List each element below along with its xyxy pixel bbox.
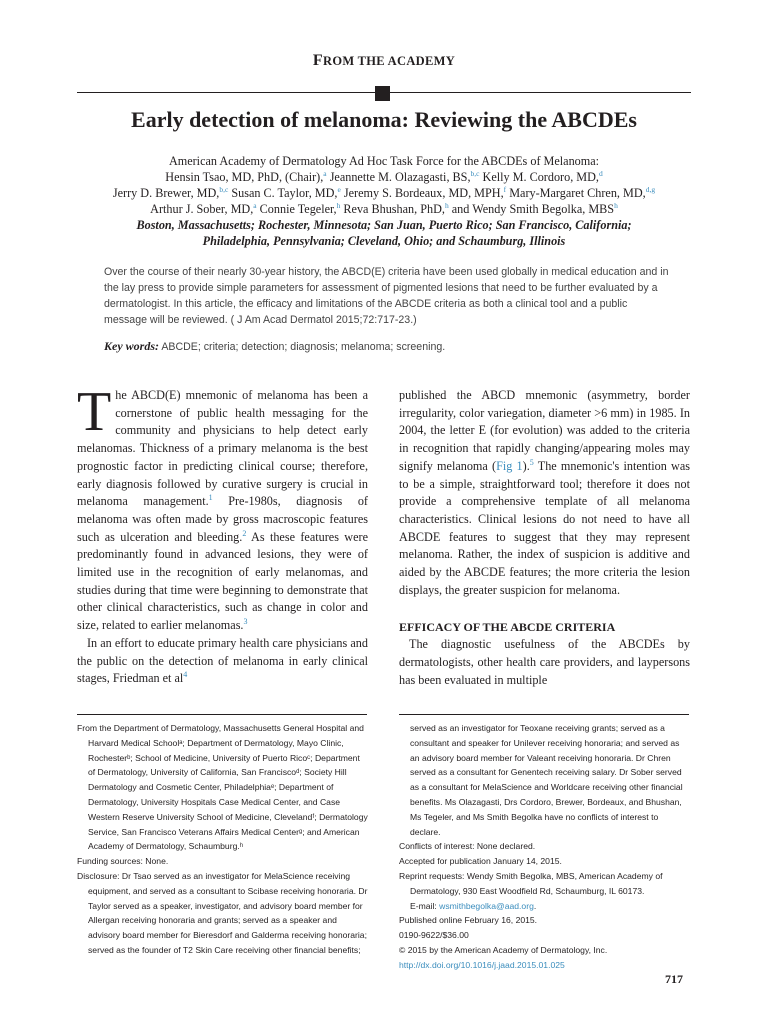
reference-link[interactable]: 3 (243, 617, 248, 627)
drop-cap: T (77, 381, 112, 443)
body-column-left (77, 381, 368, 688)
disclosure-note: Disclosure: Dr Tsao served as an investigator for MelaScience receiving equipment, and served as a consultant to Scibase receiving honoraria. Dr Taylor served as a speaker, investigator, and advisory board member for Allergan receiving honoraria and grants; served as a speaker and advisory board member for Bieresdorf and Galderma receiving honoraria; served as the founder of T2 Skin Care receiving other financial benefits; (77, 870, 368, 955)
author-line: Arthur J. Sober, MD,$^a$ Connie Tegeler,$^h$ Reva Bhushan, PhD,$^h$ and Wendy Smith Begolka, MBS$^h$ (150, 200, 618, 216)
footnote-rule (77, 714, 367, 715)
author-group: American Academy of Dermatology Ad Hoc Task Force for the ABCDEs of Melanoma: (168, 154, 600, 168)
footnote-rule (399, 714, 689, 715)
conflicts-note: Conflicts of interest: None declared. (399, 841, 536, 852)
footnotes-right (399, 721, 691, 973)
section-heading-efficacy: EFFICACY OF THE ABCDE CRITERIA (399, 620, 616, 635)
accepted-date: Accepted for publication January 14, 2015. (399, 856, 562, 867)
paragraph: The diagnostic usefulness of the ABCDEs by dermatologists, other health care providers, and laypersons has been evaluated in multiple (399, 637, 690, 687)
reference-link[interactable]: 1 (208, 493, 213, 503)
reference-link[interactable]: 5 (529, 457, 534, 467)
copyright: © 2015 by the American Academy of Dermatology, Inc. (399, 944, 608, 955)
section-heading: FROM THE ACADEMY (312, 52, 456, 69)
reference-link[interactable]: 4 (183, 670, 188, 680)
article-title: Early detection of melanoma: Reviewing the ABCDEs (131, 107, 637, 132)
paragraph: The ABCD(E) mnemonic of melanoma has been a cornerstone of public health messaging for the community and physicians to help detect early melanomas. Thickness of a primary melanoma is the best prognostic factor in predicting clinical course; therefore, early diagnosis followed by curative surgery is crucial in melanoma management.$^1$ Pre-1980s, diagnosis of melanoma was often made by gross macroscopic features such as ulceration and bleeding.$^2$ As these features were predominantly found in advanced lesions, they were of limited use in the recognition of early melanomas, and studies during that time were beginning to demonstrate that other clinical characteristics, such as change in color and size, related to earlier melanomas.$^3$ (77, 381, 368, 633)
author-locations: Boston, Massachusetts; Rochester, Minnesota; San Juan, Puerto Rico; San Francisco, California; Philadelphia, Pennsylvania; Cleveland, Ohio; and Schaumburg, Illinois (136, 218, 632, 248)
body-column-right (399, 387, 690, 690)
doi-link[interactable]: http://dx.doi.org/10.1016/j.jaad.2015.01.025 (399, 959, 565, 970)
disclosure-continued: served as an investigator for Teoxane receiving grants; served as a consultant and speaker for Unilever receiving honoraria; and served as an advisory board member for Valeant receiving honoraria. Dr Chren served as a consultant for Genentech receiving salary. Dr Sober served as a consultant for MelaScience and Worldcare receiving other financial benefits. Ms Olazagasti, Drs Cordoro, Brewer, Bordeaux, and Bhushan, Ms Tegeler, and Ms Smith Begolka have no conflicts of interest to declare. (410, 723, 683, 837)
footnotes-left (77, 721, 369, 958)
email-link[interactable]: wsmithbegolka@aad.org (439, 900, 534, 911)
issn: 0190-9622/$36.00 (399, 930, 469, 941)
page-number: 717 (665, 972, 683, 986)
keywords: Key words: ABCDE; criteria; detection; diagnosis; melanoma; screening. (104, 339, 446, 353)
figure-link[interactable]: Fig 1 (496, 458, 523, 473)
published-date: Published online February 16, 2015. (399, 915, 538, 926)
reprint-requests: Reprint requests: Wendy Smith Begolka, MBS, American Academy of Dermatology, 930 East Woodfield Rd, Schaumburg, IL 60173. E-mail: wsmithbegolka@aad.org. (399, 870, 663, 911)
author-line: Jerry D. Brewer, MD,$^{b,c}$ Susan C. Taylor, MD,$^e$ Jeremy S. Bordeaux, MD, MPH,$^f$ Mary-Margaret Chren, MD,$^{d,g}$ (112, 184, 656, 200)
author-line: Hensin Tsao, MD, PhD, (Chair),$^a$ Jeannette M. Olazagasti, BS,$^{b,c}$ Kelly M. Cordoro, MD,$^d$ (165, 168, 603, 184)
paragraph: published the ABCD mnemonic (asymmetry, border irregularity, color variegation, diameter >6 mm) in 1985. In 2004, the letter E (for evolution) was added to the criteria in recognition that rapidly changing/appearing moles may signify melanoma (Fig 1).$^5$ The mnemonic's intention was to be a simple, straightforward tool; therefore it does not provide a comprehensive template of all melanoma characteristics. Clinical lesions do not need to have all ABCDE features to suggest that they may represent melanoma. Rather, the index of suspicion is additive and aided by the ABCDE features; the more criteria the lesion displays, the greater suspicion for melanoma. (399, 388, 690, 597)
abstract: Over the course of their nearly 30-year history, the ABCD(E) criteria have been used globally in medical education and in the lay press to provide simple parameters for assessment of pigmented lesions that need to be further evaluated by a dermatologist. In this article, the efficacy and limitations of the ABCDE criteria as both a clinical tool and a public message will be reviewed. ( J Am Acad Dermatol 2015;72:717-23.) (104, 266, 669, 326)
affiliations: From the Department of Dermatology, Massachusetts General Hospital and Harvard Medical Schoolᵃ; Department of Dermatology, Mayo Clinic, Rochesterᵇ; School of Medicine, University of Puerto Ricoᶜ; Department of Dermatology, University of California, San Franciscoᵈ; Society Hill Dermatology and Cosmetic Center, Philadelphiaᵉ; Department of Dermatology, University Hospitals Case Medical Center, and Case Western Reserve University School of Medicine, Clevelandᶠ; Dermatology Service, San Francisco Veterans Affairs Medical Centerᵍ; and American Academy of Dermatology, Schaumburg.ʰ (77, 723, 368, 852)
funding-note: Funding sources: None. (77, 856, 169, 867)
paragraph: In an effort to educate primary health care physicians and the public on the detection of melanoma in early clinical stages, Friedman et al$^4$ (77, 635, 368, 686)
reference-link[interactable]: 2 (242, 528, 247, 538)
header-rule-marker (375, 86, 390, 101)
